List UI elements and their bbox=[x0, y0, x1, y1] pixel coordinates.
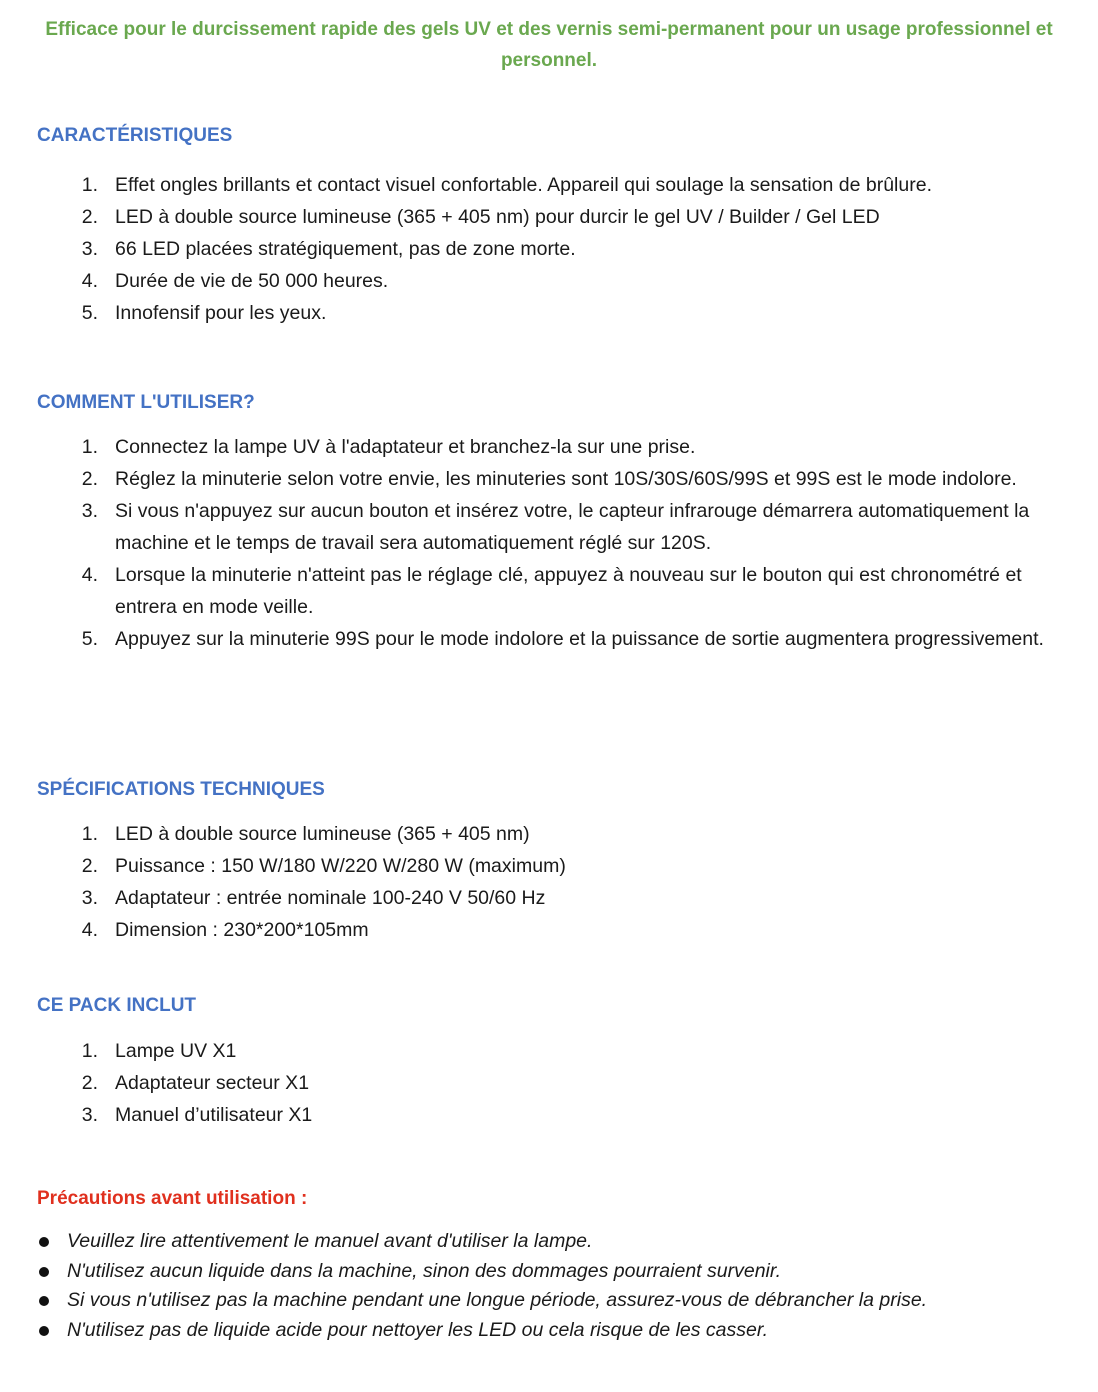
list-item: 2. Adaptateur secteur X1 bbox=[81, 1072, 310, 1094]
list-item: 3. Adaptateur : entrée nominale 100-240 V 50/60 Hz bbox=[81, 887, 546, 909]
list-item: 2. Puissance : 150 W/180 W/220 W/280 W (maximum) bbox=[81, 855, 566, 877]
bullet-icon bbox=[39, 1326, 49, 1336]
list-item: 2. Réglez la minuterie selon votre envie, les minuteries sont 10S/30S/60S/99S et 99S est le mode indolore. bbox=[81, 468, 1017, 490]
section-heading-pack-contents: CE PACK INCLUT bbox=[37, 995, 197, 1016]
pack-contents-list bbox=[0, 1035, 1060, 1131]
how-to-use-list bbox=[0, 431, 1050, 655]
bullet-icon bbox=[39, 1267, 49, 1277]
section-heading-how-to-use: COMMENT L'UTILISER? bbox=[37, 392, 255, 413]
bullet-icon bbox=[39, 1296, 49, 1306]
list-item: 5. Appuyez sur la minuterie 99S pour le mode indolore et la puissance de sortie augmentera progressivement. bbox=[81, 628, 1044, 650]
list-item: Si vous n'utilisez pas la machine pendant une longue période, assurez-vous de débrancher la prise. bbox=[0, 1286, 1070, 1316]
list-item: 4. Durée de vie de 50 000 heures. bbox=[81, 270, 389, 292]
precautions-list bbox=[0, 1227, 1070, 1345]
list-item: 1. Lampe UV X1 bbox=[81, 1040, 237, 1062]
specifications-list bbox=[0, 818, 1060, 946]
list-item: 1. Connectez la lampe UV à l'adaptateur et branchez-la sur une prise. bbox=[81, 436, 696, 458]
list-item: N'utilisez aucun liquide dans la machine, sinon des dommages pourraient survenir. bbox=[0, 1257, 1070, 1287]
characteristics-list bbox=[0, 169, 1060, 329]
intro-text: Efficace pour le durcissement rapide des gels UV et des vernis semi-permanent pour un usage professionnel et personnel. bbox=[45, 19, 1053, 71]
precautions-heading: Précautions avant utilisation : bbox=[37, 1188, 308, 1209]
section-heading-characteristics: CARACTÉRISTIQUES bbox=[37, 125, 233, 146]
list-item: 1. Effet ongles brillants et contact visuel confortable. Appareil qui soulage la sensation de brûlure. bbox=[81, 174, 932, 196]
list-item: 3. Manuel d’utilisateur X1 bbox=[81, 1104, 313, 1126]
bullet-icon bbox=[39, 1237, 49, 1247]
section-heading-specifications: SPÉCIFICATIONS TECHNIQUES bbox=[37, 779, 325, 800]
list-item: N'utilisez pas de liquide acide pour nettoyer les LED ou cela risque de les casser. bbox=[0, 1316, 1070, 1346]
list-item: Veuillez lire attentivement le manuel avant d'utiliser la lampe. bbox=[0, 1227, 1070, 1257]
list-item: 1. LED à double source lumineuse (365 + 405 nm) bbox=[81, 823, 530, 845]
list-item: 4. Dimension : 230*200*105mm bbox=[81, 919, 369, 941]
list-item: 4. Lorsque la minuterie n'atteint pas le réglage clé, appuyez à nouveau sur le bouton qui est chronométré et entrera en mode veille. bbox=[81, 564, 1022, 618]
list-item: 5. Innofensif pour les yeux. bbox=[81, 302, 327, 324]
list-item: 3. 66 LED placées stratégiquement, pas de zone morte. bbox=[81, 238, 576, 260]
list-item: 3. Si vous n'appuyez sur aucun bouton et insérez votre, le capteur infrarouge démarrera automatiquement la machine et le temps de travail sera automatiquement réglé sur 120S. bbox=[81, 500, 1030, 554]
list-item: 2. LED à double source lumineuse (365 + 405 nm) pour durcir le gel UV / Builder / Gel LED bbox=[81, 206, 880, 228]
